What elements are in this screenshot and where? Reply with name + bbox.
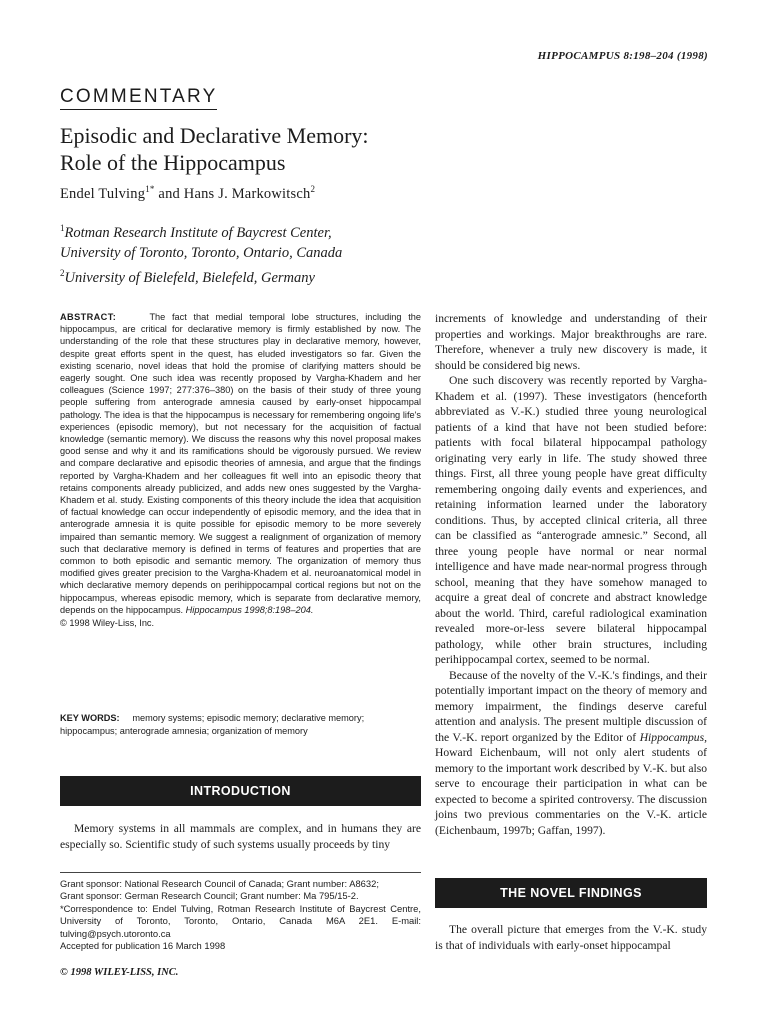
novel-findings-heading: THE NOVEL FINDINGS — [435, 878, 707, 908]
author-tulving-marks: 1* — [145, 184, 155, 194]
footnote-divider — [60, 872, 421, 873]
author-list — [60, 184, 315, 203]
author-markowitsch: Hans J. Markowitsch — [183, 185, 311, 202]
body-paragraph-3 — [435, 668, 707, 839]
body-paragraph-2: One such discovery was recently reported by Vargha-Khadem et al. (1997). These investigators (henceforth abbreviated as V.-K.) studied three young neurological patients of a kind that have not been studied before: patients with focal bilateral hippocampal pathology originating very early in life. The study showed three things. First, all three young people have great difficulty remembering ongoing daily events and experiences, and retaining information learned under the laboratory conditions. Thus, by accepted clinical criteria, all three can be classified as “anterograde amnesic.” Second, all three young people have normal or near normal intelligence and have made near-normal progress through school, meaning that they have somehow managed to acquire a great deal of concrete and abstract knowledge about the world. Third, careful radiological examination revealed more-or-less severe bilateral hippocampal pathology, while other brain structures, including perihippocampal cortex, seemed to be normal. — [435, 374, 707, 666]
affiliation-1-line-2: University of Toronto, Toronto, Ontario, Canada — [60, 244, 343, 261]
keywords — [60, 712, 421, 737]
title-line-1: Episodic and Declarative Memory: — [60, 123, 369, 148]
author-tulving: Endel Tulving — [60, 185, 146, 202]
abstract-body — [60, 311, 421, 616]
author-markowitsch-marks: 2 — [310, 184, 316, 194]
grant-note-1: Grant sponsor: National Research Council of Canada; Grant number: A8632; — [60, 878, 379, 889]
introduction-paragraph: Memory systems in all mammals are complex, and in humans they are especially so. Scientific study of such systems usually proceeds by tiny — [60, 822, 421, 851]
affiliation-1-text: Rotman Research Institute of Baycrest Center, — [64, 224, 332, 241]
section-label: COMMENTARY — [60, 86, 217, 110]
journal-citation: HIPPOCAMPUS 8:198–204 (1998) — [537, 50, 708, 62]
affiliations — [60, 218, 342, 288]
affiliation-1-line-1 — [60, 218, 342, 243]
correspondence-note: *Correspondence to: Endel Tulving, Rotman Research Institute of Baycrest Centre, University of Toronto, Toronto, Ontario, Canada M6A 2E1. E-mail: tulving@psych.utoronto.ca — [60, 902, 421, 939]
body-paragraph-3-end: Howard Eichenbaum, will not only alert students of memory to the important work described by V.-K. but also serve to encourage their participation in what can be expected to become a spirited controversy. The discussion joins two previous commentaries on the V.-K. article (Eichenbaum, 1997b; Gaffan, 1997). — [435, 746, 707, 837]
publisher-copyright: © 1998 WILEY-LISS, INC. — [60, 967, 179, 978]
novel-findings-text — [435, 922, 707, 953]
article-title — [60, 122, 369, 176]
abstract-citation: Hippocampus 1998;8:198–204. — [185, 604, 314, 615]
right-column-text — [435, 311, 707, 838]
keywords-text: memory systems; episodic memory; declarative memory; hippocampus; anterograde amnesia; organization of memory — [60, 713, 365, 736]
introduction-text — [60, 821, 421, 852]
accepted-note: Accepted for publication 16 March 1998 — [60, 940, 226, 952]
grant-note-2: Grant sponsor: German Research Council; Grant number: Ma 795/15-2. — [60, 890, 359, 902]
affiliation-2 — [60, 263, 342, 288]
author-join: and — [154, 185, 184, 202]
novel-findings-paragraph: The overall picture that emerges from the V.-K. study is that of individuals with early-onset hippocampal — [435, 923, 707, 952]
affiliation-1-mark: 1 — [60, 223, 65, 233]
abstract-copyright: © 1998 Wiley-Liss, Inc. — [60, 618, 155, 629]
journal-name-italic: Hippocampus, — [639, 730, 707, 744]
footnotes — [60, 878, 421, 952]
abstract-text: The fact that medial temporal lobe structures, including the hippocampus, are critical for declarative memory is firmly established by now. The understanding of the role that these structures play in declarative memory, however, despite great efforts spent in the quest, has eluded investigators so far. Given the existing scenario, novel ideas that hold the promise of clarifying matters should be eagerly sought. One such idea was recently proposed by Vargha-Khadem and her colleagues (Science 1997; 277:376–380) on the basis of their study of three young people suffering from anterograde amnesia caused by early-onset hippocampal pathology. The idea is that the hippocampus is necessary for remembering ongoing life's experiences (episodic memory), but not necessary for the acquisition of factual knowledge (semantic memory). We discuss the reasons why this novel proposal makes good sense and why it and its ramifications should be vigorously pursued. We review and compare declarative and episodic theories of amnesia, and argue that the findings reported by Vargha-Khadem and her colleagues fit well into an episodic theory that retains components already publicized, and adds new ones suggested by the Vargha-Khadem et al. study. Existing components of this theory include the idea that acquisition of factual knowledge can occur independently of episodic memory, and the idea that in anterograde amnesia it is quite possible for episodic memory to be more severely impaired than semantic memory. We suggest a realignment of organization of memory such that declarative memory is defined in terms of features and properties that are common to both episodic and semantic memory. The organization of memory thus modified gives greater precision to the Vargha-Khadem et al. neuroanatomical model in which declarative memory depends on perihippocampal cortical regions but not on the hippocampus, whereas episodic memory, which is separate from declarative memory, depends on the hippocampus. — [60, 312, 421, 615]
abstract — [60, 311, 421, 629]
affiliation-2-mark: 2 — [60, 267, 65, 278]
title-line-2: Role of the Hippocampus — [60, 150, 286, 175]
affiliation-2-text: University of Bielefeld, Bielefeld, Germany — [64, 269, 315, 286]
body-paragraph-3-start: Because of the novelty of the V.-K.'s findings, and their potentially important impact on the theory of memory and memory impairment, the findings deserve careful attention and analysis. The present multiple discussion of the V.-K. report organized by the Editor of — [435, 668, 707, 744]
introduction-heading: INTRODUCTION — [60, 776, 421, 806]
keywords-label: KEY WORDS: — [60, 713, 120, 723]
body-paragraph-1: increments of knowledge and understanding of their properties and workings. Major breakthroughs are rare. Therefore, whenever a truly new discovery is made, it should be considered big news. — [435, 312, 707, 372]
abstract-label: ABSTRACT: — [60, 312, 117, 322]
